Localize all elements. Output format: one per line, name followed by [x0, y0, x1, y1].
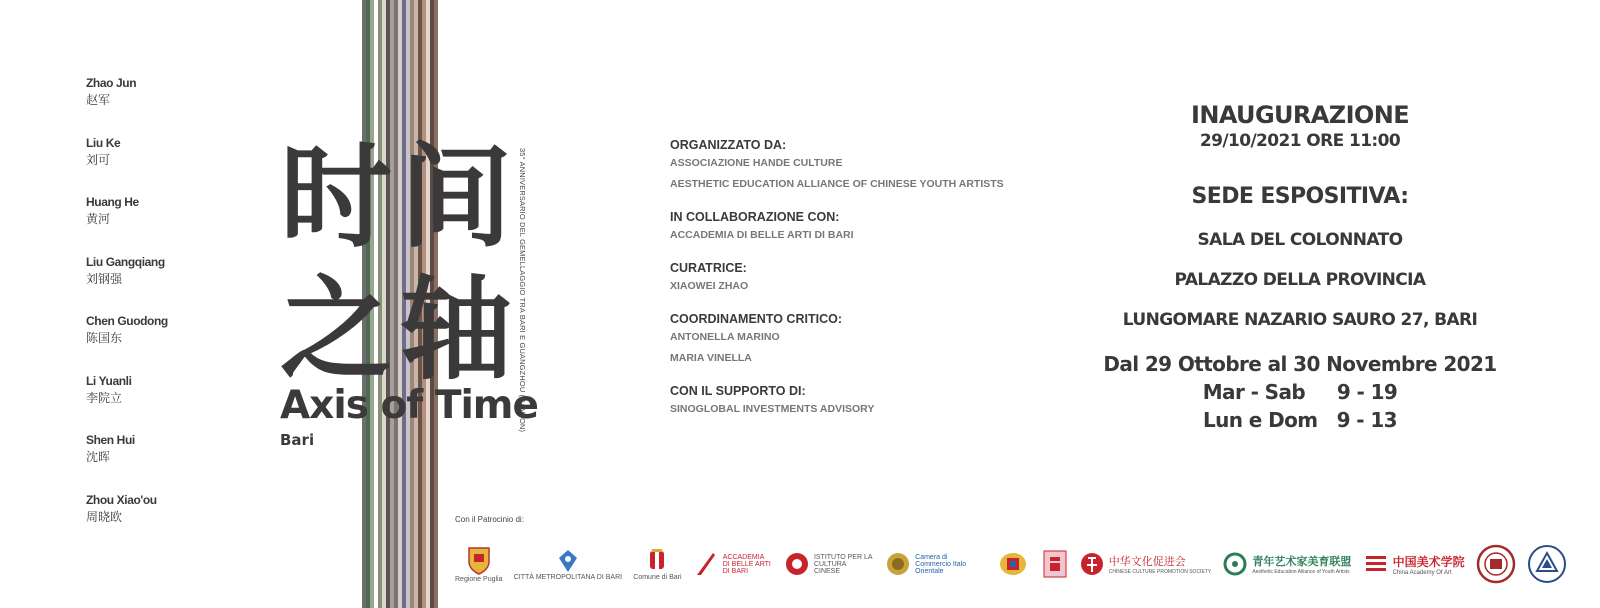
- logo-caption: Aesthetic Education Alliance of Youth Artists: [1252, 569, 1350, 575]
- flower-icon: [1222, 551, 1248, 577]
- title-english: Axis of Time: [280, 383, 538, 428]
- artist-item: [86, 493, 236, 553]
- section-value: ASSOCIAZIONE HANDE CULTURE: [670, 157, 843, 169]
- logo-caption: Regione Puglia: [455, 575, 503, 583]
- venue-heading: SEDE ESPOSITIVA:: [1191, 184, 1409, 209]
- coordination-section: [670, 311, 1070, 369]
- triangle-seal-icon: [1527, 544, 1567, 584]
- logo-caption: ISTITUTO PER LA CULTURA CINESE: [813, 553, 873, 575]
- artist-name-zh: 赵军: [86, 93, 111, 107]
- artist-name: Zhou Xiao'ou: [86, 492, 157, 507]
- artist-list: [86, 76, 236, 552]
- institute-seal-logo: [1527, 544, 1567, 584]
- seal-icon: [784, 551, 810, 577]
- artist-name-zh: 李院立: [86, 390, 123, 405]
- artist-name: Liu Gangqiang: [86, 254, 165, 269]
- shield-icon: [466, 546, 492, 576]
- sponsor-logos: [455, 538, 1567, 590]
- youth-artists-alliance-logo: [1222, 551, 1351, 577]
- title-line-1: 时间: [280, 133, 520, 263]
- anniversary-vertical-text: 35° ANNIVERSARIO DEL GEMELLAGGIO TRA BARI E GUANGZHOU (CANTON): [518, 148, 527, 433]
- logo-caption: Comune di Bari: [633, 573, 682, 581]
- artist-name: Chen Guodong: [86, 314, 168, 328]
- artist-name-zh: 黄河: [86, 212, 111, 226]
- accademia-belle-arti-logo: [693, 551, 773, 577]
- section-heading: IN COLLABORAZIONE CON:: [670, 210, 840, 224]
- logo-title: 中国美术学院: [1392, 554, 1465, 569]
- logo-caption: Camera di Commercio Italo Orientale: [915, 553, 967, 575]
- credits-block: [670, 137, 1070, 434]
- opening-hours-weekday: Mar - Sab 9 - 19: [1202, 380, 1398, 404]
- artist-name-zh: 周晓欧: [86, 509, 123, 524]
- section-heading: COORDINAMENTO CRITICO:: [670, 312, 842, 326]
- citta-metropolitana-logo: [514, 548, 622, 581]
- seal-icon: [1079, 551, 1105, 577]
- emblem-logo: [996, 551, 1030, 577]
- section-heading: CON IL SUPPORTO DI:: [670, 384, 806, 398]
- artist-name: Li Yuanli: [86, 373, 132, 388]
- section-heading: CURATRICE:: [670, 261, 747, 275]
- logo-title: 青年艺术家美育联盟: [1252, 556, 1352, 568]
- artist-item: [86, 374, 236, 434]
- title-city: Bari: [280, 431, 315, 449]
- curator-section: [670, 260, 1070, 297]
- artist-name: Liu Ke: [86, 135, 121, 150]
- event-details: [1100, 100, 1500, 434]
- artist-item: [86, 255, 236, 315]
- artist-item: [86, 136, 236, 196]
- venue-line: SALA DEL COLONNATO: [1197, 230, 1403, 250]
- collaboration-section: [670, 209, 1070, 246]
- section-value: MARIA VINELLA: [670, 352, 752, 364]
- logo-caption: China Academy Of Art: [1392, 569, 1452, 576]
- artist-name: Shen Hui: [86, 433, 135, 447]
- logo-caption: ACCADEMIA DI BELLE ARTI DI BARI: [722, 553, 771, 575]
- university-seal-logo: [1476, 544, 1516, 584]
- section-value: SINOGLOBAL INVESTMENTS ADVISORY: [670, 403, 875, 415]
- artist-name-zh: 沈晖: [86, 450, 111, 464]
- opening-hours-weekend: Lun e Dom 9 - 13: [1203, 408, 1397, 432]
- stamp-logo: [1042, 549, 1068, 579]
- venue-line: LUNGOMARE NAZARIO SAURO 27, BARI: [1122, 310, 1478, 330]
- coat-of-arms-icon: [644, 548, 670, 574]
- camera-commercio-logo: [885, 551, 985, 577]
- artist-name-zh: 刘可: [86, 152, 111, 167]
- section-value: ANTONELLA MARINO: [670, 331, 780, 343]
- artist-item: [86, 76, 236, 136]
- medallion-icon: [885, 551, 911, 577]
- title-line-2: 之轴: [280, 265, 520, 395]
- section-value: XIAOWEI ZHAO: [670, 280, 749, 292]
- section-heading: ORGANIZZATO DA:: [670, 138, 787, 152]
- emblem-icon: [996, 551, 1030, 577]
- artist-item: [86, 314, 236, 374]
- venue-line: PALAZZO DELLA PROVINCIA: [1174, 270, 1426, 290]
- academy-mark-icon: [1363, 551, 1389, 577]
- artist-name-zh: 刘钢强: [86, 271, 123, 286]
- stamp-icon: [1042, 549, 1068, 579]
- crest-icon: [555, 548, 581, 574]
- brush-stroke-icon: [693, 551, 719, 577]
- artist-item: [86, 433, 236, 493]
- inauguration-heading: INAUGURAZIONE: [1191, 101, 1409, 129]
- support-section: [670, 383, 1070, 420]
- chinese-culture-promotion-logo: [1079, 551, 1211, 577]
- artist-name-zh: 陈国东: [86, 331, 123, 345]
- patronage-label: Con il Patrocinio di:: [455, 515, 524, 524]
- artist-name: Zhao Jun: [86, 76, 137, 90]
- round-seal-icon: [1476, 544, 1516, 584]
- title-chinese: [280, 132, 520, 396]
- logo-title: 中华文化促进会: [1108, 556, 1186, 568]
- istituto-cultura-cinese-logo: [784, 551, 874, 577]
- china-academy-of-art-logo: [1363, 551, 1465, 577]
- artist-name: Huang He: [86, 195, 139, 209]
- comune-di-bari-logo: [633, 548, 681, 581]
- section-value: ACCADEMIA DI BELLE ARTI DI BARI: [670, 229, 854, 241]
- exhibition-dates: Dal 29 Ottobre al 30 Novembre 2021: [1103, 352, 1497, 376]
- logo-caption: CHINESE CULTURE PROMOTION SOCIETY: [1108, 569, 1212, 575]
- artist-item: [86, 195, 236, 255]
- logo-caption: CITTÀ METROPOLITANA DI BARI: [513, 573, 623, 581]
- inauguration-date: 29/10/2021 ORE 11:00: [1199, 131, 1401, 151]
- regione-puglia-logo: [455, 546, 502, 583]
- section-value: AESTHETIC EDUCATION ALLIANCE OF CHINESE YOUTH ARTISTS: [670, 178, 1004, 190]
- organizer-section: [670, 137, 1070, 195]
